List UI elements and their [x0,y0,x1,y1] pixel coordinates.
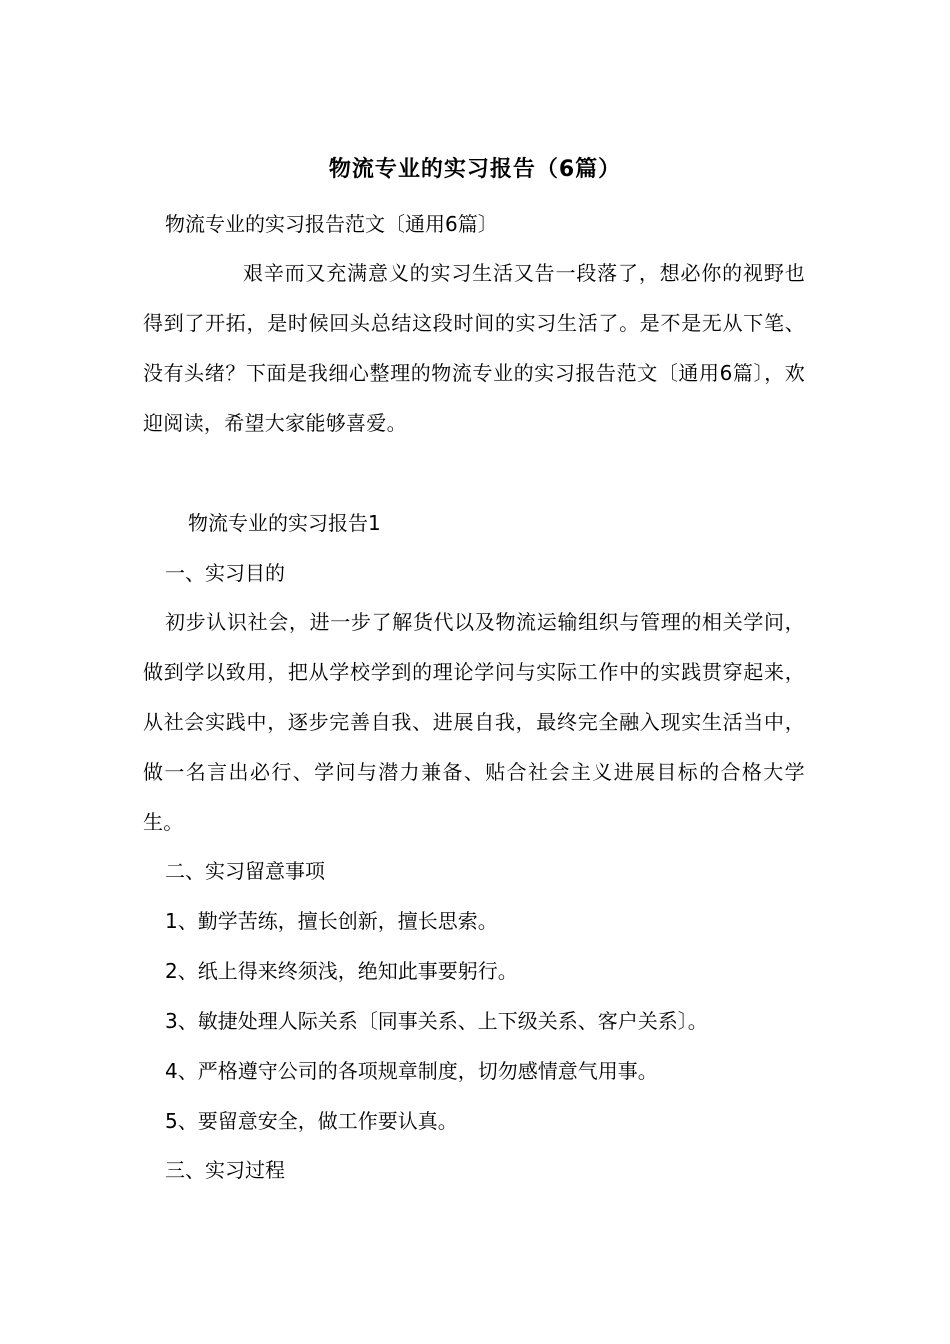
purpose-paragraph: 初步认识社会，进一步了解货代以及物流运输组织与管理的相关学问，做到学以致用，把从学校学到的理论学问与实际工作中的实践贯穿起来，从社会实践中，逐步完善自我、进展自我，最终完全融入现实生活当中，做一名言出必行、学问与潜力兼备、贴合社会主义进展目标的合格大学生。 [143,610,805,834]
report-heading: 物流专业的实习报告1 [188,511,381,535]
note-item: 4、严格遵守公司的各项规章制度，切勿感情意气用事。 [165,1059,658,1083]
document-title: 物流专业的实习报告（6篇） [328,157,622,182]
section-heading-process: 三、实习过程 [165,1158,285,1182]
note-item: 2、纸上得来终须浅，绝知此事要躬行。 [165,959,518,983]
intro-paragraph: 艰辛而又充满意义的实习生活又告一段落了，想必你的视野也得到了开拓，是时候回头总结这段时间的实习生活了。是不是无从下笔、没有头绪？下面是我细心整理的物流专业的实习报告范文〔通用6篇〕，欢迎阅读，希望大家能够喜爱。 [143,261,805,435]
note-item: 1、勤学苦练，擅长创新，擅长思索。 [165,909,498,933]
section-heading-purpose: 一、实习目的 [165,561,285,585]
document-subtitle: 物流专业的实习报告范文〔通用6篇〕 [165,212,498,236]
section-heading-notes: 二、实习留意事项 [165,859,325,883]
note-item: 3、敏捷处理人际关系〔同事关系、上下级关系、客户关系〕。 [165,1009,708,1033]
note-item: 5、要留意安全，做工作要认真。 [165,1109,458,1133]
